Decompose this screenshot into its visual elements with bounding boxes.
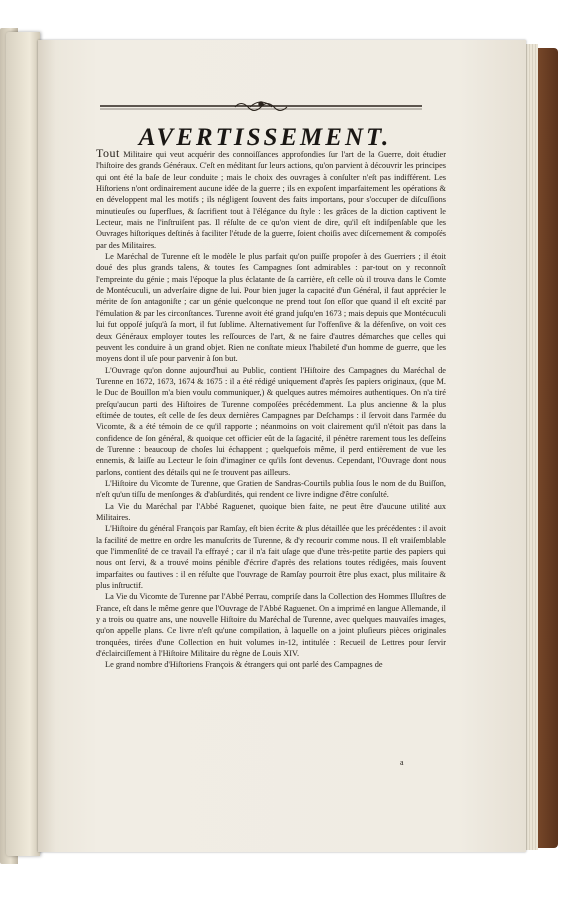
paragraph: Le Maréchal de Turenne eſt le modèle le plus parfait qu'on puiſſe propoſer à des Guerriers ; il étoit doué des plus grands talens, & toutes ſes Campagnes ſont admirables : par-tout on y reconnoît l'empreinte du génie ; mais l'époque la plus éclatante de ſa carrière, eſt celle où il trouva dans le Comte de Montécuculi, un adverſaire digne de lui. Pour bien juger la capacité d'un Général, il faut apprécier le mérite de ſon antagoniſte ; car un génie quelconque ne prend tout ſon eſſor que quand il eſt excité par l'émulation & par les circonſtances. Turenne avoit été grand juſqu'en 1673 ; mais depuis que Montécuculi lui fut oppoſé juſqu'à ſa mort, il fut ſublime. Alternativement ſur l'offenſive & la défenſive, on voit ces deux Généraux employer toutes les reſſources de l'art, & ne faire d'autres démarches que celles qui peuvent les conduire à un grand objet. Rien ne conſtate mieux l'habileté d'un homme de guerre, que les moyens dont il uſe pour parvenir à ſon but.: [96, 252, 446, 364]
paragraph: Le grand nombre d'Hiſtoriens François & étrangers qui ont parlé des Campagnes de: [105, 660, 383, 670]
paragraph: L'Ouvrage qu'on donne aujourd'hui au Public, contient l'Hiſtoire des Campagnes du Maréchal de Turenne en 1672, 1673, 1674 & 1675 : il a été rédigé uniquement d'après ſes papiers originaux, (que M. le Duc de Bouillon m'a bien voulu communiquer,) & quelques autres mémoires authentiques. On n'a tiré preſqu'aucun parti des Hiſtoires de Turenne compoſées précédemment. La plus ancienne & la plus eſtimée de toutes, eſt celle de ſes deux dernières Campagnes par Deſchamps : il ſervoit dans l'armée du Vicomte, & a été témoin de ce qu'il rapporte ; néanmoins on voit clairement qu'il n'étoit pas dans la confidence de ſon général, & quoique cet officier eût de la ſagacité, il pénètre rarement tous les deſſeins de Turenne : beaucoup de choſes lui échappent ; quelquefois même, il perd entièrement de vue les ennemis, & laiſſe au Lecteur le ſoin d'imaginer ce qu'ils ſont devenus. Cependant, l'Ouvrage dont nous parlons, contient des détails qui ne ſe trouvent pas ailleurs.: [96, 365, 446, 477]
paragraph: Tout Militaire qui veut acquérir des connoiſſances approfondies ſur l'art de la Guerre, doit étudier l'hiſtoire des grands Généraux. C'eſt en méditant ſur leurs actions, qu'on parvient à découvrir les principes qui ont été la baſe de leur conduite ; mais le choix des ouvrages à conſulter n'eſt pas indifférent. Les Hiſtoriens n'ont ordinairement aucune idée de la guerre ; ils en expoſent imparfaitement les opérations & en développent mal les motifs ; ils négligent ſouvent des faits importans, pour s'occuper de diſcuſſions minutieuſes ou ſuperflues, & ſacrifient tout à l'élégance du ſtyle : les grâces de la diction captivent le Lecteur, mais ne l'inſtruiſent pas. Il réſulte de ce qu'on vient de dire, qu'il eſt indiſpenſable que les Ouvrages hiſtoriques deſtinés à faciliter l'étude de la guerre, ſoient choiſis avec diſcernement & compoſés par des Militaires.: [96, 146, 447, 250]
headpiece-ornament-icon: [100, 98, 422, 116]
signature-mark: a: [400, 758, 404, 767]
paragraph: La Vie du Maréchal par l'Abbé Raguenet, quoique bien faite, ne peut être d'aucune utilité aux Militaires.: [96, 501, 446, 522]
body-text: [96, 148, 446, 671]
paragraph: L'Hiſtoire du général François par Ramſay, eſt bien écrite & plus détaillée que les précédentes : il avoit la facilité de mettre en ordre les manuſcrits de Turenne, & d'y recourir comme nous. Il eſt vraiſemblable que l'immenſité de ce travail l'a effrayé ; car il n'a fait uſage que d'une très-petite partie des papiers qui nous ont ſervi, & a trouvé moins pénible d'écrire d'après des relations toutes rédigées, mais ſouvent imparfaites ou fautives : il en réſulte que l'ouvrage de Ramſay pourroit être plus exact, plus militaire & plus inſtructif.: [96, 524, 446, 591]
page-title: AVERTISSEMENT.: [138, 124, 392, 151]
left-page-edge: [6, 32, 40, 856]
paragraph: L'Hiſtoire du Vicomte de Turenne, que Gratien de Sandras-Courtils publia ſous le nom de du Buiſſon, n'eſt qu'un tiſſu de menſonges & d'abſurdités, qui rendent ce livre indigne d'être conſulté.: [96, 478, 446, 500]
drop-cap: Tout: [96, 146, 120, 160]
paragraph: La Vie du Vicomte de Turenne par l'Abbé Perrau, compriſe dans la Collection des Hommes Illuſtres de France, eſt dans le même genre que l'Ouvrage de l'Abbé Raguenet. On a imprimé en langue Allemande, il y a trois ou quatre ans, une nouvelle Hiſtoire du Maréchal de Turenne, avec quelques mauvaiſes images, qu'on appelle plans. Ce livre n'eſt qu'une compilation, à laquelle on a joint pluſieurs pièces originales tronquées, tirées d'une Collection en huit volumes in-12, intitulée : Recueil de Lettres pour ſervir d'éclairciſſement à l'Hiſtoire Militaire du règne de Louis XIV.: [96, 592, 446, 659]
